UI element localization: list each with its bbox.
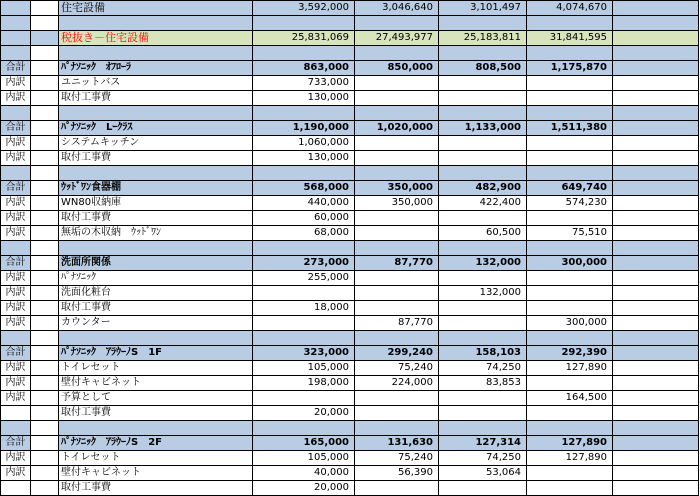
sheet-row bbox=[1, 211, 699, 226]
amount-cell-4[interactable] bbox=[527, 151, 613, 166]
empty-cell[interactable] bbox=[613, 106, 699, 121]
marker-cell[interactable] bbox=[31, 196, 59, 211]
marker-cell[interactable] bbox=[31, 316, 59, 331]
marker-cell[interactable] bbox=[31, 286, 59, 301]
item-name-cell[interactable]: 無垢の木収納 ｳｯﾄﾞﾜﾝ bbox=[59, 226, 253, 241]
amount-cell-3[interactable]: 482,900 bbox=[439, 181, 527, 196]
empty-cell[interactable] bbox=[613, 151, 699, 166]
empty-cell[interactable] bbox=[613, 91, 699, 106]
sheet-row bbox=[1, 136, 699, 151]
amount-cell-3[interactable]: 127,314 bbox=[439, 436, 527, 451]
empty-cell[interactable] bbox=[613, 346, 699, 361]
sheet-row bbox=[1, 91, 699, 106]
item-name-cell[interactable]: 取付工事費 bbox=[59, 481, 253, 496]
amount-cell-4[interactable]: 75,510 bbox=[527, 226, 613, 241]
sheet-row bbox=[1, 481, 699, 496]
amount-cell-1[interactable]: 273,000 bbox=[253, 256, 355, 271]
item-name-cell[interactable]: ユニットバス bbox=[59, 76, 253, 91]
row-type-cell[interactable] bbox=[1, 1, 31, 16]
amount-cell-2[interactable] bbox=[355, 211, 439, 226]
amount-cell-1[interactable]: 3,592,000 bbox=[253, 1, 355, 16]
amount-cell-2[interactable] bbox=[355, 271, 439, 286]
sheet-row bbox=[1, 286, 699, 301]
amount-cell-1[interactable]: 863,000 bbox=[253, 61, 355, 76]
amount-cell-4[interactable] bbox=[527, 406, 613, 421]
item-name-cell[interactable] bbox=[59, 241, 253, 256]
empty-cell[interactable] bbox=[613, 466, 699, 481]
empty-cell[interactable] bbox=[613, 391, 699, 406]
row-type-cell[interactable]: 内訳 bbox=[1, 301, 31, 316]
amount-cell-4[interactable] bbox=[527, 241, 613, 256]
row-type-cell[interactable] bbox=[1, 331, 31, 346]
amount-cell-3[interactable] bbox=[439, 271, 527, 286]
amount-cell-2[interactable]: 75,240 bbox=[355, 451, 439, 466]
amount-cell-3[interactable] bbox=[439, 46, 527, 61]
amount-cell-2[interactable]: 56,390 bbox=[355, 466, 439, 481]
marker-cell[interactable] bbox=[31, 226, 59, 241]
sheet-row bbox=[1, 301, 699, 316]
amount-cell-2[interactable] bbox=[355, 241, 439, 256]
row-type-cell[interactable] bbox=[1, 421, 31, 436]
marker-cell[interactable] bbox=[31, 241, 59, 256]
amount-cell-3[interactable] bbox=[439, 481, 527, 496]
row-type-cell[interactable]: 合計 bbox=[1, 121, 31, 136]
sheet-row bbox=[1, 451, 699, 466]
amount-cell-3[interactable] bbox=[439, 76, 527, 91]
amount-cell-2[interactable] bbox=[355, 166, 439, 181]
item-name-cell[interactable]: 住宅設備 bbox=[59, 1, 253, 16]
item-name-cell[interactable] bbox=[59, 46, 253, 61]
amount-cell-3[interactable]: 53,064 bbox=[439, 466, 527, 481]
amount-cell-4[interactable] bbox=[527, 481, 613, 496]
sheet-row bbox=[1, 361, 699, 376]
amount-cell-1[interactable]: 68,000 bbox=[253, 226, 355, 241]
amount-cell-1[interactable] bbox=[253, 241, 355, 256]
amount-cell-2[interactable] bbox=[355, 91, 439, 106]
amount-cell-4[interactable]: 1,175,870 bbox=[527, 61, 613, 76]
amount-cell-3[interactable] bbox=[439, 301, 527, 316]
item-name-cell[interactable]: ﾊﾟﾅｿﾆｯｸ Lｰｸﾗｽ bbox=[59, 121, 253, 136]
row-type-cell[interactable]: 内訳 bbox=[1, 91, 31, 106]
empty-cell[interactable] bbox=[613, 211, 699, 226]
amount-cell-1[interactable]: 20,000 bbox=[253, 481, 355, 496]
empty-cell[interactable] bbox=[613, 61, 699, 76]
row-type-cell[interactable] bbox=[1, 241, 31, 256]
amount-cell-2[interactable]: 850,000 bbox=[355, 61, 439, 76]
amount-cell-2[interactable] bbox=[355, 331, 439, 346]
amount-cell-1[interactable]: 440,000 bbox=[253, 196, 355, 211]
amount-cell-4[interactable] bbox=[527, 91, 613, 106]
marker-cell[interactable] bbox=[31, 166, 59, 181]
empty-cell[interactable] bbox=[613, 226, 699, 241]
sheet-row bbox=[1, 16, 699, 31]
empty-cell[interactable] bbox=[613, 256, 699, 271]
amount-cell-4[interactable] bbox=[527, 76, 613, 91]
amount-cell-3[interactable] bbox=[439, 241, 527, 256]
amount-cell-3[interactable]: 60,500 bbox=[439, 226, 527, 241]
sheet-row bbox=[1, 121, 699, 136]
sheet-row bbox=[1, 466, 699, 481]
marker-cell[interactable] bbox=[31, 466, 59, 481]
amount-cell-2[interactable]: 27,493,977 bbox=[355, 31, 439, 46]
amount-cell-4[interactable]: 649,740 bbox=[527, 181, 613, 196]
marker-cell[interactable] bbox=[31, 451, 59, 466]
spreadsheet-body bbox=[1, 1, 699, 496]
amount-cell-4[interactable]: 574,230 bbox=[527, 196, 613, 211]
amount-cell-3[interactable] bbox=[439, 166, 527, 181]
amount-cell-1[interactable] bbox=[253, 16, 355, 31]
sheet-row bbox=[1, 166, 699, 181]
row-type-cell[interactable] bbox=[1, 31, 31, 46]
amount-cell-4[interactable]: 127,890 bbox=[527, 451, 613, 466]
marker-cell[interactable] bbox=[31, 361, 59, 376]
amount-cell-3[interactable] bbox=[439, 136, 527, 151]
sheet-row bbox=[1, 346, 699, 361]
row-type-cell[interactable]: 内訳 bbox=[1, 76, 31, 91]
amount-cell-4[interactable] bbox=[527, 376, 613, 391]
amount-cell-4[interactable] bbox=[527, 331, 613, 346]
amount-cell-4[interactable] bbox=[527, 106, 613, 121]
empty-cell[interactable] bbox=[613, 271, 699, 286]
item-name-cell[interactable]: ﾊﾟﾅｿﾆｯｸ ｱﾗｳｰﾉS 1F bbox=[59, 346, 253, 361]
item-name-cell[interactable]: 洗面所関係 bbox=[59, 256, 253, 271]
sheet-row bbox=[1, 226, 699, 241]
amount-cell-4[interactable] bbox=[527, 466, 613, 481]
empty-cell[interactable] bbox=[613, 376, 699, 391]
amount-cell-2[interactable] bbox=[355, 406, 439, 421]
marker-cell[interactable] bbox=[31, 16, 59, 31]
amount-cell-1[interactable]: 165,000 bbox=[253, 436, 355, 451]
item-name-cell[interactable]: 壁付キャビネット bbox=[59, 376, 253, 391]
marker-cell[interactable] bbox=[31, 436, 59, 451]
amount-cell-1[interactable]: 18,000 bbox=[253, 301, 355, 316]
row-type-cell[interactable]: 合計 bbox=[1, 181, 31, 196]
amount-cell-2[interactable] bbox=[355, 226, 439, 241]
item-name-cell[interactable]: 壁付キャビネット bbox=[59, 466, 253, 481]
amount-cell-1[interactable]: 105,000 bbox=[253, 361, 355, 376]
item-name-cell[interactable]: 取付工事費 bbox=[59, 91, 253, 106]
marker-cell[interactable] bbox=[31, 151, 59, 166]
row-type-cell[interactable] bbox=[1, 166, 31, 181]
item-name-cell[interactable]: WN80収納庫 bbox=[59, 196, 253, 211]
empty-cell[interactable] bbox=[613, 316, 699, 331]
amount-cell-4[interactable]: 127,890 bbox=[527, 436, 613, 451]
amount-cell-1[interactable] bbox=[253, 421, 355, 436]
amount-cell-1[interactable]: 1,060,000 bbox=[253, 136, 355, 151]
amount-cell-3[interactable] bbox=[439, 211, 527, 226]
amount-cell-2[interactable] bbox=[355, 481, 439, 496]
amount-cell-3[interactable] bbox=[439, 421, 527, 436]
row-type-cell[interactable]: 内訳 bbox=[1, 151, 31, 166]
row-type-cell[interactable]: 内訳 bbox=[1, 391, 31, 406]
amount-cell-3[interactable] bbox=[439, 151, 527, 166]
amount-cell-3[interactable] bbox=[439, 16, 527, 31]
empty-cell[interactable] bbox=[613, 46, 699, 61]
row-type-cell[interactable]: 内訳 bbox=[1, 211, 31, 226]
row-type-cell[interactable]: 合計 bbox=[1, 256, 31, 271]
amount-cell-2[interactable]: 224,000 bbox=[355, 376, 439, 391]
marker-cell[interactable] bbox=[31, 406, 59, 421]
amount-cell-2[interactable]: 350,000 bbox=[355, 181, 439, 196]
row-type-cell[interactable]: 内訳 bbox=[1, 376, 31, 391]
item-name-cell[interactable]: 取付工事費 bbox=[59, 211, 253, 226]
amount-cell-3[interactable] bbox=[439, 406, 527, 421]
empty-cell[interactable] bbox=[613, 301, 699, 316]
amount-cell-1[interactable]: 198,000 bbox=[253, 376, 355, 391]
marker-cell[interactable] bbox=[31, 121, 59, 136]
empty-cell[interactable] bbox=[613, 481, 699, 496]
amount-cell-1[interactable]: 733,000 bbox=[253, 76, 355, 91]
marker-cell[interactable] bbox=[31, 376, 59, 391]
amount-cell-3[interactable] bbox=[439, 316, 527, 331]
marker-cell[interactable] bbox=[31, 331, 59, 346]
marker-cell[interactable] bbox=[31, 211, 59, 226]
sheet-row bbox=[1, 31, 699, 46]
amount-cell-2[interactable] bbox=[355, 301, 439, 316]
row-type-cell[interactable] bbox=[1, 406, 31, 421]
amount-cell-3[interactable]: 422,400 bbox=[439, 196, 527, 211]
amount-cell-4[interactable] bbox=[527, 421, 613, 436]
amount-cell-2[interactable]: 1,020,000 bbox=[355, 121, 439, 136]
sheet-row bbox=[1, 76, 699, 91]
item-name-cell[interactable]: 洗面化粧台 bbox=[59, 286, 253, 301]
sheet-row bbox=[1, 256, 699, 271]
row-type-cell[interactable] bbox=[1, 46, 31, 61]
amount-cell-3[interactable] bbox=[439, 91, 527, 106]
sheet-row bbox=[1, 196, 699, 211]
amount-cell-3[interactable]: 3,101,497 bbox=[439, 1, 527, 16]
amount-cell-3[interactable]: 74,250 bbox=[439, 361, 527, 376]
amount-cell-4[interactable]: 1,511,380 bbox=[527, 121, 613, 136]
amount-cell-4[interactable] bbox=[527, 16, 613, 31]
marker-cell[interactable] bbox=[31, 106, 59, 121]
item-name-cell[interactable]: 取付工事費 bbox=[59, 301, 253, 316]
row-type-cell[interactable] bbox=[1, 481, 31, 496]
amount-cell-2[interactable] bbox=[355, 421, 439, 436]
row-type-cell[interactable]: 合計 bbox=[1, 436, 31, 451]
amount-cell-1[interactable]: 20,000 bbox=[253, 406, 355, 421]
row-type-cell[interactable]: 内訳 bbox=[1, 361, 31, 376]
amount-cell-1[interactable]: 1,190,000 bbox=[253, 121, 355, 136]
empty-cell[interactable] bbox=[613, 121, 699, 136]
amount-cell-1[interactable]: 25,831,069 bbox=[253, 31, 355, 46]
item-name-cell[interactable]: 取付工事費 bbox=[59, 406, 253, 421]
amount-cell-1[interactable] bbox=[253, 166, 355, 181]
empty-cell[interactable] bbox=[613, 1, 699, 16]
marker-cell[interactable] bbox=[31, 61, 59, 76]
amount-cell-1[interactable] bbox=[253, 106, 355, 121]
sheet-row bbox=[1, 1, 699, 16]
sheet-row bbox=[1, 151, 699, 166]
row-type-cell[interactable]: 内訳 bbox=[1, 271, 31, 286]
empty-cell[interactable] bbox=[613, 16, 699, 31]
empty-cell[interactable] bbox=[613, 361, 699, 376]
amount-cell-4[interactable] bbox=[527, 286, 613, 301]
amount-cell-4[interactable]: 31,841,595 bbox=[527, 31, 613, 46]
marker-cell[interactable] bbox=[31, 301, 59, 316]
amount-cell-4[interactable]: 300,000 bbox=[527, 256, 613, 271]
item-name-cell[interactable]: トイレセット bbox=[59, 451, 253, 466]
marker-cell[interactable] bbox=[31, 181, 59, 196]
amount-cell-3[interactable]: 74,250 bbox=[439, 451, 527, 466]
amount-cell-2[interactable] bbox=[355, 46, 439, 61]
marker-cell[interactable] bbox=[31, 76, 59, 91]
row-type-cell[interactable]: 内訳 bbox=[1, 316, 31, 331]
item-name-cell[interactable]: 予算として bbox=[59, 391, 253, 406]
amount-cell-2[interactable]: 131,630 bbox=[355, 436, 439, 451]
item-name-cell[interactable] bbox=[59, 421, 253, 436]
amount-cell-2[interactable]: 350,000 bbox=[355, 196, 439, 211]
empty-cell[interactable] bbox=[613, 241, 699, 256]
row-type-cell[interactable] bbox=[1, 16, 31, 31]
amount-cell-1[interactable]: 130,000 bbox=[253, 151, 355, 166]
row-type-cell[interactable]: 内訳 bbox=[1, 451, 31, 466]
sheet-row bbox=[1, 61, 699, 76]
empty-cell[interactable] bbox=[613, 181, 699, 196]
amount-cell-2[interactable] bbox=[355, 106, 439, 121]
amount-cell-1[interactable]: 255,000 bbox=[253, 271, 355, 286]
row-type-cell[interactable]: 合計 bbox=[1, 346, 31, 361]
sheet-row bbox=[1, 271, 699, 286]
item-name-cell[interactable]: 税抜き－住宅設備 bbox=[59, 31, 253, 46]
amount-cell-4[interactable] bbox=[527, 46, 613, 61]
amount-cell-2[interactable] bbox=[355, 391, 439, 406]
sheet-row bbox=[1, 181, 699, 196]
amount-cell-3[interactable] bbox=[439, 331, 527, 346]
empty-cell[interactable] bbox=[613, 331, 699, 346]
amount-cell-3[interactable] bbox=[439, 106, 527, 121]
marker-cell[interactable] bbox=[31, 271, 59, 286]
marker-cell[interactable] bbox=[31, 346, 59, 361]
item-name-cell[interactable]: ﾊﾟﾅｿﾆｯｸ bbox=[59, 271, 253, 286]
empty-cell[interactable] bbox=[613, 436, 699, 451]
amount-cell-1[interactable]: 130,000 bbox=[253, 91, 355, 106]
amount-cell-3[interactable]: 158,103 bbox=[439, 346, 527, 361]
amount-cell-2[interactable]: 87,770 bbox=[355, 316, 439, 331]
amount-cell-2[interactable] bbox=[355, 151, 439, 166]
item-name-cell[interactable] bbox=[59, 16, 253, 31]
sheet-row bbox=[1, 46, 699, 61]
marker-cell[interactable] bbox=[31, 1, 59, 16]
row-type-cell[interactable]: 内訳 bbox=[1, 286, 31, 301]
amount-cell-4[interactable] bbox=[527, 166, 613, 181]
row-type-cell[interactable]: 内訳 bbox=[1, 196, 31, 211]
amount-cell-4[interactable]: 300,000 bbox=[527, 316, 613, 331]
amount-cell-1[interactable]: 60,000 bbox=[253, 211, 355, 226]
empty-cell[interactable] bbox=[613, 31, 699, 46]
item-name-cell[interactable]: ｳｯﾄﾞﾜﾝ食器棚 bbox=[59, 181, 253, 196]
amount-cell-1[interactable]: 323,000 bbox=[253, 346, 355, 361]
marker-cell[interactable] bbox=[31, 46, 59, 61]
marker-cell[interactable] bbox=[31, 421, 59, 436]
item-name-cell[interactable]: トイレセット bbox=[59, 361, 253, 376]
amount-cell-1[interactable]: 568,000 bbox=[253, 181, 355, 196]
sheet-row bbox=[1, 106, 699, 121]
amount-cell-3[interactable]: 83,853 bbox=[439, 376, 527, 391]
amount-cell-4[interactable] bbox=[527, 301, 613, 316]
item-name-cell[interactable] bbox=[59, 166, 253, 181]
amount-cell-1[interactable]: 40,000 bbox=[253, 466, 355, 481]
amount-cell-2[interactable] bbox=[355, 136, 439, 151]
sheet-row bbox=[1, 406, 699, 421]
marker-cell[interactable] bbox=[31, 136, 59, 151]
amount-cell-4[interactable] bbox=[527, 211, 613, 226]
row-type-cell[interactable]: 内訳 bbox=[1, 136, 31, 151]
amount-cell-3[interactable]: 132,000 bbox=[439, 256, 527, 271]
empty-cell[interactable] bbox=[613, 451, 699, 466]
amount-cell-1[interactable] bbox=[253, 286, 355, 301]
amount-cell-2[interactable] bbox=[355, 286, 439, 301]
amount-cell-4[interactable]: 164,500 bbox=[527, 391, 613, 406]
sheet-row bbox=[1, 421, 699, 436]
item-name-cell[interactable]: ﾊﾟﾅｿﾆｯｸ ｱﾗｳｰﾉS 2F bbox=[59, 436, 253, 451]
row-type-cell[interactable] bbox=[1, 106, 31, 121]
marker-cell[interactable] bbox=[31, 481, 59, 496]
amount-cell-1[interactable]: 105,000 bbox=[253, 451, 355, 466]
amount-cell-2[interactable]: 75,240 bbox=[355, 361, 439, 376]
empty-cell[interactable] bbox=[613, 166, 699, 181]
amount-cell-3[interactable]: 25,183,811 bbox=[439, 31, 527, 46]
item-name-cell[interactable]: カウンター bbox=[59, 316, 253, 331]
empty-cell[interactable] bbox=[613, 286, 699, 301]
amount-cell-2[interactable] bbox=[355, 76, 439, 91]
sheet-row bbox=[1, 316, 699, 331]
item-name-cell[interactable] bbox=[59, 106, 253, 121]
amount-cell-1[interactable] bbox=[253, 391, 355, 406]
item-name-cell[interactable]: システムキッチン bbox=[59, 136, 253, 151]
amount-cell-4[interactable] bbox=[527, 271, 613, 286]
row-type-cell[interactable]: 合計 bbox=[1, 61, 31, 76]
amount-cell-2[interactable]: 87,770 bbox=[355, 256, 439, 271]
amount-cell-4[interactable]: 127,890 bbox=[527, 361, 613, 376]
marker-cell[interactable] bbox=[31, 391, 59, 406]
empty-cell[interactable] bbox=[613, 76, 699, 91]
item-name-cell[interactable]: 取付工事費 bbox=[59, 151, 253, 166]
sheet-row bbox=[1, 241, 699, 256]
amount-cell-3[interactable] bbox=[439, 391, 527, 406]
amount-cell-1[interactable] bbox=[253, 331, 355, 346]
item-name-cell[interactable]: ﾊﾟﾅｿﾆｯｸ ｵﾌﾛｰﾗ bbox=[59, 61, 253, 76]
row-type-cell[interactable]: 内訳 bbox=[1, 466, 31, 481]
sheet-row bbox=[1, 436, 699, 451]
amount-cell-2[interactable]: 299,240 bbox=[355, 346, 439, 361]
amount-cell-1[interactable] bbox=[253, 46, 355, 61]
amount-cell-2[interactable]: 3,046,640 bbox=[355, 1, 439, 16]
amount-cell-4[interactable]: 292,390 bbox=[527, 346, 613, 361]
empty-cell[interactable] bbox=[613, 196, 699, 211]
amount-cell-1[interactable] bbox=[253, 316, 355, 331]
marker-cell[interactable] bbox=[31, 31, 59, 46]
marker-cell[interactable] bbox=[31, 91, 59, 106]
amount-cell-4[interactable] bbox=[527, 136, 613, 151]
amount-cell-3[interactable]: 1,133,000 bbox=[439, 121, 527, 136]
empty-cell[interactable] bbox=[613, 406, 699, 421]
sheet-row bbox=[1, 376, 699, 391]
marker-cell[interactable] bbox=[31, 256, 59, 271]
amount-cell-4[interactable]: 4,074,670 bbox=[527, 1, 613, 16]
amount-cell-3[interactable]: 132,000 bbox=[439, 286, 527, 301]
item-name-cell[interactable] bbox=[59, 331, 253, 346]
amount-cell-2[interactable] bbox=[355, 16, 439, 31]
row-type-cell[interactable]: 内訳 bbox=[1, 226, 31, 241]
sheet-row bbox=[1, 391, 699, 406]
amount-cell-3[interactable]: 808,500 bbox=[439, 61, 527, 76]
empty-cell[interactable] bbox=[613, 421, 699, 436]
empty-cell[interactable] bbox=[613, 136, 699, 151]
sheet-row bbox=[1, 331, 699, 346]
